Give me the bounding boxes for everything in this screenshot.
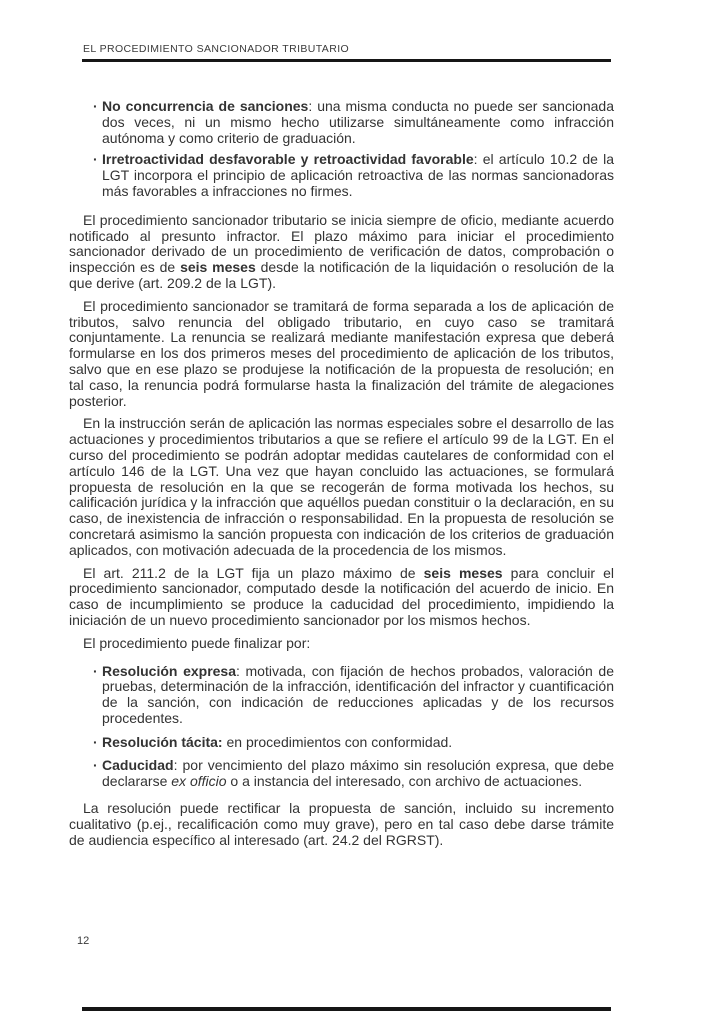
list-item [69, 152, 614, 199]
text-run: : por vencimiento del plazo máximo sin resolución expresa, que debe declararse [102, 757, 614, 790]
bullet-icon: · [93, 662, 98, 679]
list-item-text [102, 757, 614, 789]
italic-text: ex officio [171, 773, 227, 790]
bullet-list-principles [69, 99, 614, 200]
page-number: 12 [77, 935, 90, 947]
list-item-text [102, 98, 614, 146]
text-run: : una misma conducta no puede ser sancionada dos veces, ni un mismo hecho utilizarse simultáneamente como infracción autónoma y como criterio de graduación. [102, 98, 614, 146]
list-item [69, 99, 614, 146]
text-run: El procedimiento sancionador se tramitará de forma separada a los de aplicación de tributos, salvo renuncia del obligado tributario, en cuyo caso se tramitará conjuntamente. La renuncia se realizará mediante manifestación expresa que deberá formularse en los dos primeros meses del procedimiento de aplicación de los tributos, salvo que en ese plazo se produjese la notificación de la propuesta de resolución; en tal caso, la renuncia podrá formularse hasta la finalización del trámite de alegaciones posterior. [69, 297, 614, 409]
bold-text: seis meses [180, 259, 256, 276]
bold-text: seis meses [423, 564, 503, 581]
bold-text: Resolución tácita: [102, 733, 223, 750]
paragraph [69, 566, 614, 629]
text-run: en procedimientos con conformidad. [222, 733, 453, 750]
bold-text: No concurrencia de sanciones [102, 98, 309, 114]
text-run: En la instrucción serán de aplicación las normas especiales sobre el desarrollo de las actuaciones y procedimientos tributarios a que se refiere el artículo 99 de la LGT. En el curso del procedimiento se podrán adoptar medidas cautelares de conformidad con el artículo 146 de la LGT. Una vez que hayan concluido las actuaciones, se formulará propuesta de resolución en la que se recogerán de forma motivada los hechos, su calificación jurídica y la infracción que aquéllos puedan constituir o la declaración, en su caso, de inexistencia de infracción o responsabilidad. En la propuesta de resolución se concretará asimismo la sanción propuesta con indicación de los criterios de graduación aplicados, con motivación adecuada de la procedencia de los mismos. [69, 415, 614, 558]
running-header: EL PROCEDIMIENTO SANCIONADOR TRIBUTARIO [83, 43, 350, 55]
text-run: El procedimiento sancionador tributario se inicia siempre de oficio, mediante acuerdo notificado al presunto infractor. El plazo máximo para iniciar el procedimiento sancionador derivado de un procedimiento de verificación de datos, comprobación o inspección es de [69, 211, 614, 276]
text-run: El procedimiento puede finalizar por: [83, 634, 311, 651]
text-run: La resolución puede rectificar la propuesta de sanción, incluido su incremento cualitativo (p.ej., recalificación como muy grave), pero en tal caso debe darse trámite de audiencia específico al interesado (art. 24.2 del RGRST). [69, 800, 614, 848]
bullet-icon: · [93, 98, 98, 114]
body-text [69, 99, 614, 848]
list-item [69, 735, 614, 751]
paragraph [69, 801, 614, 848]
bullet-icon: · [93, 757, 98, 774]
list-item-text [102, 151, 614, 199]
paragraph [69, 416, 614, 558]
bold-text: Resolución expresa [102, 662, 236, 679]
text-run: : motivada, con fijación de hechos probados, valoración de pruebas, determinación de la infracción, identificación del infractor y cuantificación de la sanción, con indicación de reducciones aplicadas y de los recursos procedentes. [102, 662, 614, 726]
list-item [69, 664, 614, 727]
bullet-list-termination [69, 664, 614, 791]
paragraph-list-intro [69, 636, 614, 652]
paragraph [69, 213, 614, 292]
list-item-text [102, 734, 452, 750]
list-item-text [102, 663, 614, 726]
text-run: desde la notificación de la liquidación o resolución de la que derive (art. 209.2 de la LGT). [69, 259, 614, 291]
bullet-icon: · [93, 733, 98, 750]
text-run: El art. 211.2 de la LGT fija un plazo máximo de [83, 564, 424, 581]
list-item [69, 758, 614, 790]
bold-text: Caducidad [102, 757, 174, 774]
bullet-icon: · [93, 151, 98, 168]
bold-text: Irretroactividad desfavorable y retroactividad favorable [102, 151, 474, 168]
paragraph [69, 299, 614, 410]
text-run: : el artículo 10.2 de la LGT incorpora el principio de aplicación retroactiva de las normas sancionadoras más favorables a infracciones no firmes. [102, 151, 614, 199]
text-run: o a instancia del interesado, con archivo de actuaciones. [226, 773, 583, 790]
footer-rule [82, 1007, 611, 1011]
header-rule [82, 59, 611, 62]
text-run: para concluir el procedimiento sancionador, computado desde la notificación del acuerdo de inicio. En caso de incumplimiento se produce la caducidad del procedimiento, impidiendo la iniciación de un nuevo procedimiento sancionador por los mismos hechos. [69, 564, 615, 628]
